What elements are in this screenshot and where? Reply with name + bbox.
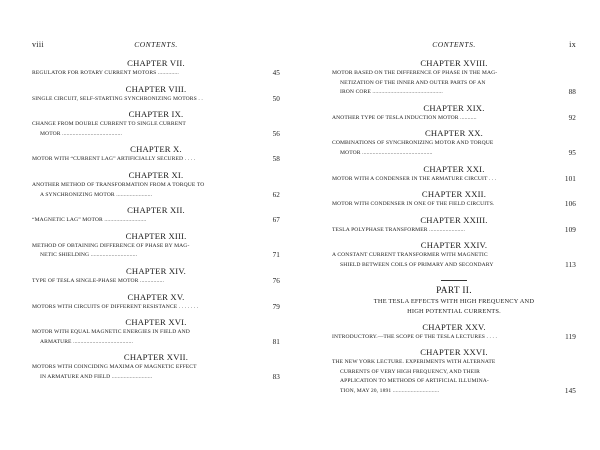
spacer <box>332 98 576 101</box>
entry-line <box>332 79 576 89</box>
entry-line <box>332 377 576 387</box>
spacer <box>32 79 280 82</box>
entry-line <box>332 175 576 185</box>
toc-entry <box>332 139 576 158</box>
entry-text: MOTOR BASED ON THE DIFFERENCE OF PHASE IN THE MAG- <box>332 70 498 76</box>
spacer <box>332 271 576 274</box>
chapter-heading: CHAPTER IX. <box>128 109 184 120</box>
entry-text: MOTOR ............................................... <box>340 149 433 156</box>
toc-entry <box>32 216 280 226</box>
entry-line <box>32 120 280 130</box>
entry-text: ARMATURE ........................................ <box>40 338 134 345</box>
divider-rule <box>441 280 467 281</box>
entry-line <box>32 277 280 287</box>
entry-line <box>32 191 280 201</box>
entry-text: MOTORS WITH COINCIDING MAXIMA OF MAGNETIC EFFECT <box>32 364 197 371</box>
right-running-title: CONTENTS. <box>432 40 476 49</box>
spacer <box>32 383 280 386</box>
entry-page-number: 50 <box>272 94 280 103</box>
entry-text: METHOD OF OBTAINING DIFFERENCE OF PHASE BY MAG- <box>32 242 190 249</box>
toc-entry <box>332 200 576 210</box>
entry-page-number: 145 <box>564 386 576 395</box>
spacer <box>32 261 280 264</box>
chapter-heading: CHAPTER XXIV. <box>420 240 488 251</box>
entry-text: TYPE OF TESLA SINGLE-PHASE MOTOR ................ <box>32 277 164 284</box>
chapter-heading: CHAPTER XXI. <box>423 163 485 174</box>
entry-line <box>32 155 280 165</box>
entry-line <box>32 69 280 79</box>
toc-entry <box>32 303 280 313</box>
spacer <box>32 139 280 142</box>
entry-text: APPLICATION TO METHODS OF ARTIFICIAL ILLUMINA- <box>340 378 489 385</box>
entry-text: IN ARMATURE AND FIELD ........................... <box>40 373 153 380</box>
entry-text: SHIELD BETWEEN COILS OF PRIMARY AND SECONDARY <box>340 261 494 268</box>
spacer <box>32 226 280 229</box>
toc-entry <box>32 242 280 261</box>
entry-text: TESLA POLYPHASE TRANSFORMER ........................ <box>332 226 466 233</box>
entry-text: MOTOR ........................................ <box>40 130 123 137</box>
entry-text: MOTOR WITH “CURRENT LAG” ARTIFICIALLY SECURED . . . . <box>32 156 196 163</box>
part-title: PART II. <box>436 285 472 296</box>
entry-text: THE NEW YORK LECTURE. EXPERIMENTS WITH ALTERNATE <box>332 359 496 366</box>
right-toc <box>332 56 576 400</box>
chapter-heading: CHAPTER XX. <box>424 128 484 139</box>
entry-page-number: 81 <box>272 337 280 346</box>
entry-line <box>32 95 280 105</box>
spacer <box>332 342 576 345</box>
toc-entry <box>332 358 576 396</box>
entry-page-number: 76 <box>272 276 280 285</box>
toc-entry <box>332 69 576 98</box>
chapter-heading: CHAPTER XVI. <box>125 317 187 328</box>
entry-page-number: 95 <box>568 148 576 157</box>
chapter-heading: CHAPTER XXVI. <box>420 347 488 358</box>
right-page-number: ix <box>569 40 576 49</box>
entry-line <box>32 216 280 226</box>
spacer <box>332 210 576 213</box>
left-running-head <box>32 40 280 52</box>
entry-text: IRON CORE ............................................... <box>340 89 443 96</box>
entry-page-number: 92 <box>568 113 576 122</box>
part-subtitle-line: HIGH POTENTIAL CURRENTS. <box>407 307 501 315</box>
entry-line <box>32 303 280 313</box>
chapter-heading: CHAPTER VII. <box>127 58 185 68</box>
part-subtitle-line: THE TESLA EFFECTS WITH HIGH FREQUENCY AND <box>373 297 535 305</box>
entry-text: A CONSTANT CURRENT TRANSFORMER WITH MAGNETIC <box>332 252 488 259</box>
entry-text: COMBINATIONS OF SYNCHRONIZING MOTOR AND TORQUE <box>332 140 494 147</box>
entry-line <box>32 338 280 348</box>
entry-text: TION, MAY 20, 1891 ............................... <box>340 387 440 394</box>
entry-text: ANOTHER METHOD OF TRANSFORMATION FROM A TORQUE TO <box>32 181 205 188</box>
entry-line <box>332 88 576 98</box>
right-running-head <box>332 40 576 52</box>
entry-line <box>332 368 576 378</box>
spacer <box>32 200 280 203</box>
left-page-number: viii <box>32 40 44 49</box>
toc-entry <box>32 69 280 79</box>
chapter-heading: CHAPTER XIII. <box>125 230 187 241</box>
spacer <box>332 317 576 320</box>
toc-entry <box>332 333 576 343</box>
entry-line <box>332 251 576 261</box>
entry-text: NETIC SHIELDING ............................... <box>40 252 138 259</box>
entry-text: SINGLE CIRCUIT, SELF-STARTING SYNCHRONIZING MOTORS . . <box>32 95 203 102</box>
entry-text: MOTORS WITH CIRCUITS OF DIFFERENT RESISTANCE . . . . . . . <box>32 303 199 310</box>
entry-page-number: 45 <box>272 69 280 77</box>
spacer <box>332 184 576 187</box>
entry-text: NETIZATION OF THE INNER AND OUTER PARTS OF AN <box>340 79 486 86</box>
entry-line <box>332 139 576 149</box>
toc-entry <box>332 175 576 185</box>
entry-page-number: 71 <box>272 251 280 260</box>
chapter-heading: CHAPTER XV. <box>127 291 185 302</box>
chapter-heading: CHAPTER X. <box>130 144 182 155</box>
entry-page-number: 106 <box>564 200 576 209</box>
toc-entry <box>32 363 280 382</box>
entry-line <box>332 333 576 343</box>
entry-line <box>332 358 576 368</box>
entry-line <box>32 251 280 261</box>
toc-entry <box>332 251 576 270</box>
chapter-heading: CHAPTER XVII. <box>123 352 189 363</box>
spacer <box>332 397 576 400</box>
entry-line <box>332 149 576 159</box>
chapter-heading: CHAPTER VIII. <box>125 83 187 94</box>
entry-text: A SYNCHRONIZING MOTOR ........................ <box>40 191 153 198</box>
entry-page-number: 62 <box>272 190 280 199</box>
chapter-heading: CHAPTER XXV. <box>422 321 486 332</box>
chapter-heading: CHAPTER XVIII. <box>420 58 488 68</box>
spacer <box>32 104 280 107</box>
spacer <box>332 159 576 162</box>
entry-line <box>32 130 280 140</box>
chapter-heading: CHAPTER XIV. <box>125 265 187 276</box>
chapter-heading: CHAPTER XXII. <box>421 189 487 200</box>
entry-text: “MAGNETIC LAG” MOTOR ............................ <box>32 217 147 224</box>
entry-page-number: 67 <box>272 216 280 225</box>
entry-page-number: 79 <box>272 302 280 311</box>
toc-entry <box>32 155 280 165</box>
entry-text: ANOTHER TYPE OF TESLA INDUCTION MOTOR ........... <box>332 114 477 121</box>
entry-page-number: 119 <box>565 332 576 341</box>
entry-page-number: 88 <box>568 88 576 97</box>
entry-text: MOTOR WITH CONDENSER IN ONE OF THE FIELD CIRCUITS. <box>332 201 495 208</box>
entry-page-number: 109 <box>564 225 576 234</box>
entry-line <box>32 328 280 338</box>
toc-entry <box>32 95 280 105</box>
entry-text: CHANGE FROM DOUBLE CURRENT TO SINGLE CURRENT <box>32 121 186 128</box>
entry-line <box>332 226 576 236</box>
chapter-heading: CHAPTER XI. <box>128 169 184 180</box>
spacer <box>32 287 280 290</box>
left-toc <box>32 56 280 386</box>
entry-text: MOTOR WITH A CONDENSER IN THE ARMATURE CIRCUIT . . . <box>332 175 497 182</box>
entry-text: CURRENTS OF VERY HIGH FREQUENCY, AND THEIR <box>340 368 480 375</box>
left-page <box>32 0 280 450</box>
toc-entry <box>332 114 576 124</box>
entry-line <box>332 200 576 210</box>
spacer <box>32 347 280 350</box>
entry-text: INTRODUCTORY.—THE SCOPE OF THE TESLA LECTURES . . . . <box>332 333 497 340</box>
toc-entry <box>32 328 280 347</box>
spacer <box>32 165 280 168</box>
entry-line <box>332 69 576 79</box>
chapter-heading: CHAPTER XIX. <box>423 102 485 113</box>
entry-line <box>32 373 280 383</box>
chapter-heading: CHAPTER XII. <box>127 205 185 216</box>
entry-line <box>332 261 576 271</box>
entry-line <box>332 114 576 124</box>
entry-line <box>32 181 280 191</box>
entry-line <box>32 363 280 373</box>
entry-page-number: 101 <box>564 174 576 183</box>
entry-text: REGULATOR FOR ROTARY CURRENT MOTORS .............. <box>32 70 179 76</box>
entry-line <box>332 387 576 397</box>
toc-entry <box>332 226 576 236</box>
entry-text: MOTOR WITH EQUAL MAGNETIC ENERGIES IN FIELD AND <box>32 329 190 336</box>
left-running-title: CONTENTS. <box>134 40 178 49</box>
entry-page-number: 83 <box>272 372 280 381</box>
entry-page-number: 58 <box>272 155 280 164</box>
entry-page-number: 56 <box>272 129 280 138</box>
chapter-heading: CHAPTER XXIII. <box>420 214 488 225</box>
spacer <box>332 123 576 126</box>
right-page <box>332 0 576 450</box>
spacer <box>332 235 576 238</box>
toc-entry <box>32 120 280 139</box>
spacer <box>32 312 280 315</box>
toc-entry <box>32 181 280 200</box>
toc-entry <box>32 277 280 287</box>
entry-line <box>32 242 280 252</box>
entry-page-number: 113 <box>565 260 576 269</box>
